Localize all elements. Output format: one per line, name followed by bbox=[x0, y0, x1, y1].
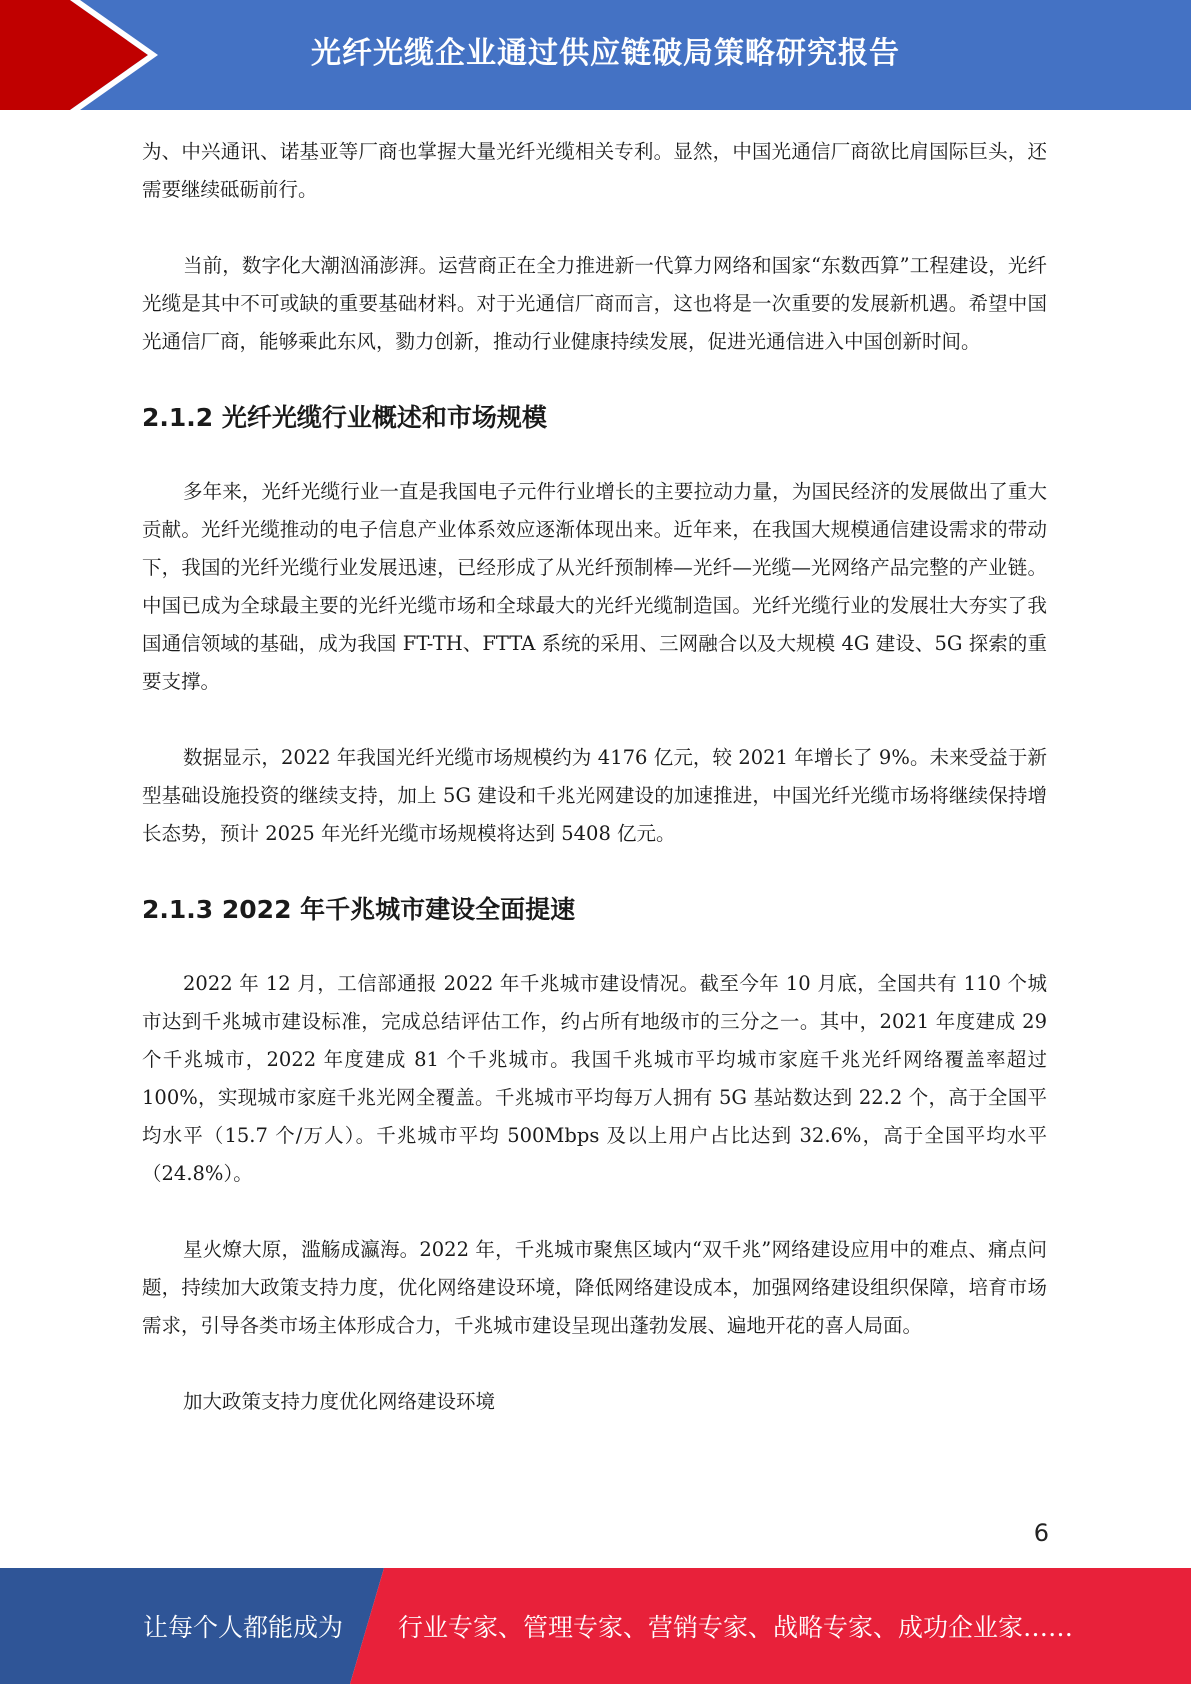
page-header bbox=[0, 0, 1191, 110]
section-heading-2-1-2: 2.1.2 光纤光缆行业概述和市场规模 bbox=[142, 403, 547, 432]
page-number: 6 bbox=[1033, 1519, 1049, 1547]
paragraph-continuation: 为、中兴通讯、诺基亚等厂商也掌握大量光纤光缆相关专利。显然，中国光通信厂商欲比肩国际巨头，还需要继续砥砺前行。 bbox=[142, 140, 1047, 201]
report-title: 光纤光缆企业通过供应链破局策略研究报告 bbox=[311, 36, 900, 71]
document-body bbox=[142, 133, 1047, 1421]
footer-slogan-right: 行业专家、管理专家、营销专家、战略专家、成功企业家…… bbox=[398, 1613, 1074, 1642]
paragraph-market-size: 数据显示，2022 年我国光纤光缆市场规模约为 4176 亿元，较 2021 年增长了 9%。未来受益于新型基础设施投资的继续支持，加上 5G 建设和千兆光网建设的加速推进，中国光纤光缆市场将继续保持增长态势，预计 2025 年光纤光缆市场规模将达到 5408 亿元。 bbox=[142, 746, 1047, 845]
page-footer bbox=[0, 1568, 1191, 1684]
paragraph-digitalization: 当前，数字化大潮汹涌澎湃。运营商正在全力推进新一代算力网络和国家“东数西算”工程建设，光纤光缆是其中不可或缺的重要基础材料。对于光通信厂商而言，这也将是一次重要的发展新机遇。希望中国光通信厂商，能够乘此东风，勠力创新，推动行业健康持续发展，促进光通信进入中国创新时间。 bbox=[142, 254, 1047, 353]
footer-slogan-left: 让每个人都能成为 bbox=[143, 1613, 344, 1642]
paragraph-policy-support: 加大政策支持力度优化网络建设环境 bbox=[183, 1390, 496, 1413]
paragraph-industry-overview: 多年来，光纤光缆行业一直是我国电子元件行业增长的主要拉动力量，为国民经济的发展做出了重大贡献。光纤光缆推动的电子信息产业体系效应逐渐体现出来。近年来，在我国大规模通信建设需求的带动下，我国的光纤光缆行业发展迅速，已经形成了从光纤预制棒—光纤—光缆—光网络产品完整的产业链。中国已成为全球最主要的光纤光缆市场和全球最大的光纤光缆制造国。光纤光缆行业的发展壮大夯实了我国通信领域的基础，成为我国 FT-TH、FTTA 系统的采用、三网融合以及大规模 4G 建设、5G 探索的重要支撑。 bbox=[142, 480, 1047, 693]
paragraph-gigabit-cities: 2022 年 12 月，工信部通报 2022 年千兆城市建设情况。截至今年 10 月底，全国共有 110 个城市达到千兆城市建设标准，完成总结评估工作，约占所有地级市的三分之一。其中，2021 年度建成 29 个千兆城市，2022 年度建成 81 个千兆城市。我国千兆城市平均城市家庭千兆光纤网络覆盖率超过 100%，实现城市家庭千兆光网全覆盖。千兆城市平均每万人拥有 5G 基站数达到 22.2 个，高于全国平均水平（15.7 个/万人）。千兆城市平均 500Mbps 及以上用户占比达到 32.6%，高于全国平均水平（24.8%）。 bbox=[142, 972, 1047, 1185]
section-heading-2-1-3: 2.1.3 2022 年千兆城市建设全面提速 bbox=[142, 895, 576, 924]
paragraph-gigabit-progress: 星火燎大原，滥觞成瀛海。2022 年，千兆城市聚焦区域内“双千兆”网络建设应用中的难点、痛点问题，持续加大政策支持力度，优化网络建设环境，降低网络建设成本，加强网络建设组织保障，培育市场需求，引导各类市场主体形成合力，千兆城市建设呈现出蓬勃发展、遍地开花的喜人局面。 bbox=[142, 1238, 1047, 1337]
